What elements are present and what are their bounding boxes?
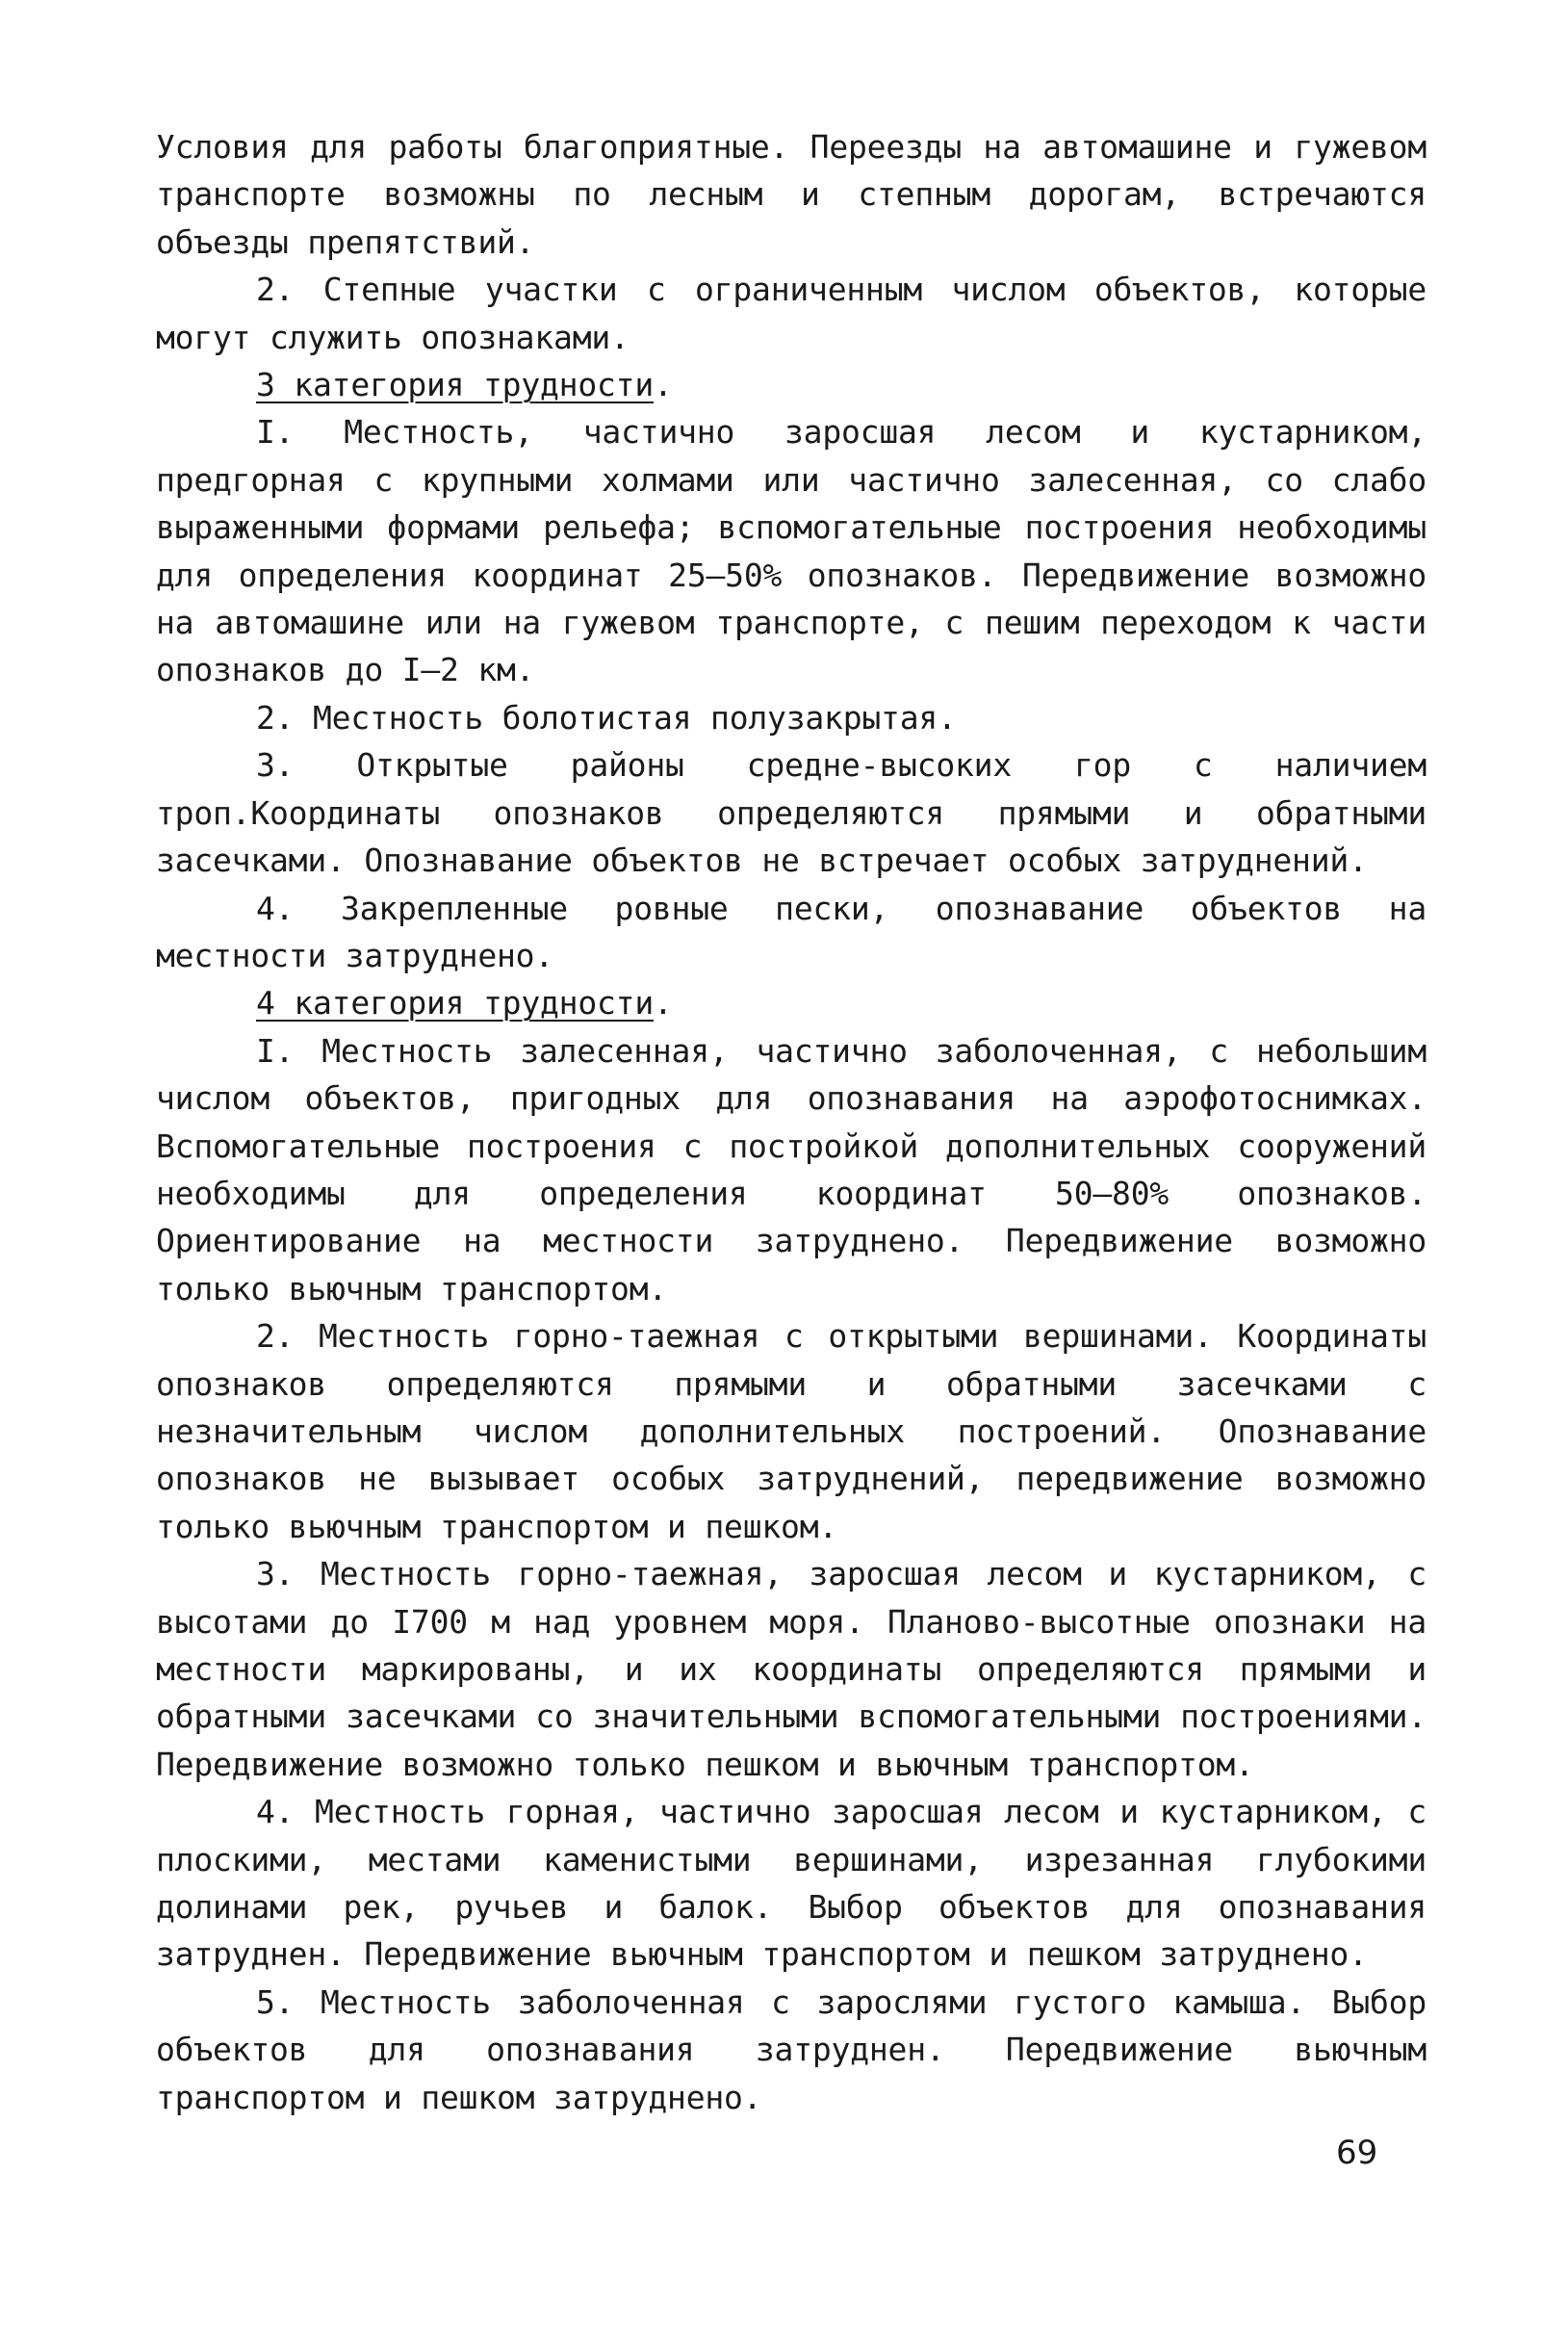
body-text (156, 123, 1427, 2121)
paragraph-intro: Условия для работы благоприятные. Переезды на автомашине и гужевом транспорте возможны по лесным и степным дорогам, встречаются объезды препятствий. (156, 128, 1427, 261)
heading-category-4 (156, 979, 1427, 1026)
category-3-item-4: 4. Закрепленные ровные пески, опознавание объектов на местности затруднено. (156, 889, 1427, 974)
category-4-item-3: 3. Местность горно-таежная, заросшая лесом и кустарником, с высотами до I700 м над уровнем моря. Планово-высотные опознаки на местности маркированы, и их координаты определяются прямыми и обратными засечками со значительными вспомогательными построениями. Передвижение возможно только пешком и вьючным транспортом. (156, 1555, 1427, 1783)
heading-category-4-dot: . (654, 984, 673, 1023)
category-4-item-2: 2. Местность горно-таежная с открытыми вершинами. Координаты опознаков определяются прямыми и обратными засечками с незначительным числом дополнительных построений. Опознавание опознаков не вызывает особых затруднений, передвижение возможно только вьючным транспортом и пешком. (156, 1317, 1427, 1545)
category-4-item-5: 5. Местность заболоченная с зарослями густого камыша. Выбор объектов для опознавания затруднен. Передвижение вьючным транспортом и пешком затруднено. (156, 1982, 1427, 2116)
category-4-item-1: I. Местность залесенная, частично заболоченная, с небольшим числом объектов, пригодных для опознавания на аэрофотоснимках. Вспомогательные построения с постройкой дополнительных сооружений необходимы для определения координат 50–80% опознаков. Ориентирование на местности затруднено. Передвижение возможно только вьючным транспортом. (156, 1031, 1427, 1308)
page-number: 69 (1336, 2134, 1378, 2172)
heading-category-3-dot: . (654, 366, 673, 404)
heading-category-4-text: 4 категория трудности (256, 984, 655, 1023)
category-3-item-3: 3. Открытые районы средне-высоких гор с наличием троп.Координаты опознаков определяются прямыми и обратными засечками. Опознавание объектов не встречает особых затруднений. (156, 746, 1427, 880)
paragraph-steppe-areas: 2. Степные участки с ограниченным числом объектов, которые могут служить опознаками. (156, 271, 1427, 356)
category-3-item-1: I. Местность, частично заросшая лесом и кустарником, предгорная с крупными холмами или частично залесенная, со слабо выраженными формами рельефа; вспомогательные построения необходимы для определения координат 25–50% опознаков. Передвижение возможно на автомашине или на гужевом транспорте, с пешим переходом к части опознаков до I–2 км. (156, 413, 1427, 689)
category-4-item-4: 4. Местность горная, частично заросшая лесом и кустарником, с плоскими, местами каменистыми вершинами, изрезанная глубокими долинами рек, ручьев и балок. Выбор объектов для опознавания затруднен. Передвижение вьючным транспортом и пешком затруднено. (156, 1793, 1427, 1974)
heading-category-3-text: 3 категория трудности (256, 366, 655, 404)
category-3-item-2: 2. Местность болотистая полузакрытая. (256, 698, 957, 737)
heading-category-3 (156, 361, 1427, 408)
